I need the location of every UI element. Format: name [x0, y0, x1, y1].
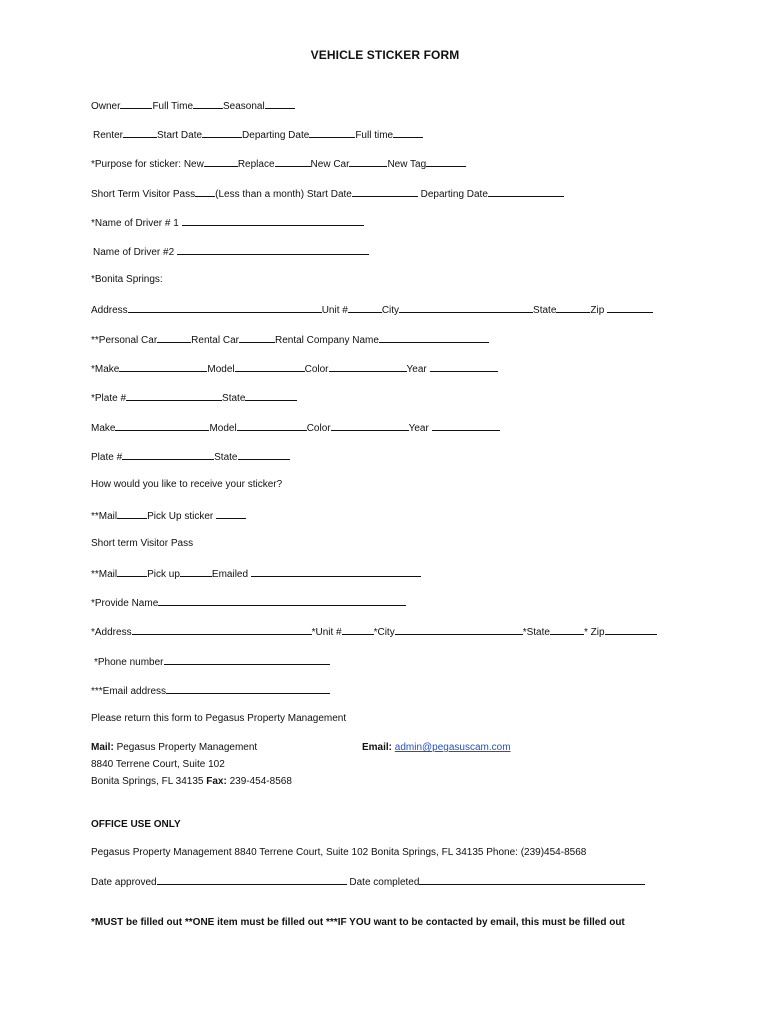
date-completed-label: Date completed	[349, 877, 420, 888]
new-tag-blank[interactable]	[426, 156, 466, 167]
color-label-1: Color	[304, 364, 329, 375]
provide-name-label: *Provide Name	[91, 598, 159, 609]
make-row-2	[91, 420, 500, 435]
mail-block-line3	[91, 775, 292, 788]
model-blank-1[interactable]	[235, 361, 305, 372]
fax-label: Fax:	[206, 776, 227, 787]
address-label: Address	[91, 305, 128, 316]
driver1-row	[91, 215, 364, 230]
address2-label: *Address	[91, 627, 132, 638]
fax-number: 239-454-8568	[229, 776, 292, 787]
model-label-2: Model	[209, 423, 237, 434]
mail-label: **Mail	[91, 511, 118, 522]
mail-block-label: Mail:	[91, 742, 114, 753]
plate-label-1: *Plate #	[91, 393, 127, 404]
full-time-blank-2[interactable]	[393, 127, 423, 138]
plate-blank-1[interactable]	[126, 390, 222, 401]
replace-blank[interactable]	[275, 156, 311, 167]
form-title: VEHICLE STICKER FORM	[310, 48, 460, 62]
state2-label: *State	[522, 627, 550, 638]
plate-state-blank-2[interactable]	[238, 449, 290, 460]
zip2-label: * Zip	[583, 627, 605, 638]
stv-heading: Short term Visitor Pass	[91, 538, 194, 549]
state-label: State	[533, 305, 557, 316]
new-blank[interactable]	[204, 156, 238, 167]
model-blank-2[interactable]	[237, 420, 307, 431]
color-blank-1[interactable]	[329, 361, 407, 372]
driver1-label: *Name of Driver # 1	[91, 218, 179, 229]
zip2-blank[interactable]	[605, 624, 657, 635]
city2-blank[interactable]	[395, 624, 523, 635]
return-instructions: Please return this form to Pegasus Property Management	[91, 713, 347, 724]
seasonal-blank[interactable]	[265, 98, 295, 109]
visitor-start-label: (Less than a month) Start Date	[215, 189, 352, 200]
departing-date-blank[interactable]	[309, 127, 355, 138]
purpose-new-label: *Purpose for sticker: New	[91, 159, 204, 170]
make-blank-1[interactable]	[119, 361, 207, 372]
owner-blank[interactable]	[120, 98, 152, 109]
owner-label: Owner	[91, 101, 121, 112]
footnote: *MUST be filled out **ONE item must be filled out ***IF YOU want to be contacted by email, this must be filled out	[91, 917, 625, 928]
personal-car-label: **Personal Car	[91, 335, 158, 346]
date-approved-blank[interactable]	[157, 874, 347, 885]
mail-block-line1	[91, 741, 257, 754]
rental-car-label: Rental Car	[191, 335, 239, 346]
email-address-label: ***Email address	[91, 686, 167, 697]
date-completed-blank[interactable]	[419, 874, 645, 885]
email-block	[362, 741, 511, 754]
unit-blank[interactable]	[348, 302, 382, 313]
driver2-row	[93, 244, 369, 259]
rental-company-blank[interactable]	[379, 332, 489, 343]
pickup-sticker-blank[interactable]	[216, 508, 246, 519]
visitor-pass-label: Short Term Visitor Pass	[91, 189, 196, 200]
visitor-departing-blank[interactable]	[488, 186, 564, 197]
year-label-2: Year	[408, 423, 429, 434]
rental-company-label: Rental Company Name	[274, 335, 379, 346]
stv-mail-label: **Mail	[91, 569, 118, 580]
new-car-blank[interactable]	[349, 156, 387, 167]
address2-blank[interactable]	[132, 624, 312, 635]
make-row-1	[91, 361, 498, 376]
email-block-label: Email:	[362, 742, 393, 753]
office-use-heading: OFFICE USE ONLY	[91, 819, 181, 830]
plate-state-label-2: State	[214, 452, 238, 463]
email-link[interactable]: admin@pegasuscam.com	[394, 742, 511, 753]
stv-emailed-blank[interactable]	[251, 566, 421, 577]
departing-date-label: Departing Date	[242, 130, 310, 141]
new-car-label: New Car	[310, 159, 350, 170]
car-row	[91, 332, 489, 347]
city-blank[interactable]	[399, 302, 533, 313]
year-label-1: Year	[406, 364, 427, 375]
stv-emailed-label: Emailed	[211, 569, 249, 580]
full-time-blank[interactable]	[193, 98, 223, 109]
provide-name-row	[91, 595, 406, 610]
receive-row	[91, 508, 246, 523]
visitor-row	[91, 186, 564, 201]
state2-blank[interactable]	[550, 624, 584, 635]
color-label-2: Color	[306, 423, 331, 434]
unit-label: Unit #	[321, 305, 348, 316]
receive-question: How would you like to receive your sticker?	[91, 479, 283, 490]
year-blank-2[interactable]	[432, 420, 500, 431]
date-approved-label: Date approved	[91, 877, 157, 888]
mail-blank[interactable]	[117, 508, 147, 519]
state-blank[interactable]	[556, 302, 590, 313]
stv-pickup-label: Pick up	[147, 569, 180, 580]
start-date-blank[interactable]	[202, 127, 242, 138]
visitor-departing-label: Departing Date	[420, 189, 488, 200]
renter-row	[93, 127, 423, 142]
stv-row	[91, 566, 421, 581]
purpose-row	[91, 156, 466, 171]
stv-pickup-blank[interactable]	[180, 566, 212, 577]
unit2-label: *Unit #	[311, 627, 342, 638]
mail-city: Bonita Springs, FL 34135	[91, 776, 204, 787]
phone-label: *Phone number	[94, 657, 164, 668]
model-label-1: Model	[207, 364, 235, 375]
phone-row	[94, 654, 330, 669]
full-time-label: Full Time	[152, 101, 194, 112]
owner-row	[91, 98, 295, 113]
zip-blank[interactable]	[607, 302, 653, 313]
year-blank-1[interactable]	[430, 361, 498, 372]
stv-mail-blank[interactable]	[117, 566, 147, 577]
phone-blank[interactable]	[164, 654, 330, 665]
mail-street: 8840 Terrene Court, Suite 102	[91, 759, 225, 770]
plate-row-2	[91, 449, 290, 464]
replace-label: Replace	[237, 159, 275, 170]
plate-state-blank-1[interactable]	[245, 390, 297, 401]
visitor-start-blank[interactable]	[352, 186, 418, 197]
seasonal-label: Seasonal	[223, 101, 265, 112]
visitor-pass-blank[interactable]	[195, 186, 215, 197]
make-label-1: *Make	[91, 364, 120, 375]
office-address: Pegasus Property Management 8840 Terrene Court, Suite 102 Bonita Springs, FL 34135 Phone: (239)454-8568	[91, 847, 587, 858]
city2-label: *City	[373, 627, 395, 638]
address2-row	[91, 624, 657, 639]
address-blank[interactable]	[128, 302, 322, 313]
date-row	[91, 874, 645, 889]
city-label: City	[381, 305, 400, 316]
unit2-blank[interactable]	[342, 624, 374, 635]
bonita-springs-label: *Bonita Springs:	[91, 274, 163, 285]
zip-label: Zip	[590, 305, 605, 316]
renter-label: Renter	[93, 130, 124, 141]
plate-row-1	[91, 390, 297, 405]
new-tag-label: New Tag	[387, 159, 427, 170]
make-label-2: Make	[91, 423, 116, 434]
address-row	[91, 302, 653, 317]
full-time-label-2: Full time	[355, 130, 394, 141]
color-blank-2[interactable]	[331, 420, 409, 431]
pickup-sticker-label: Pick Up sticker	[147, 511, 214, 522]
rental-car-blank[interactable]	[239, 332, 275, 343]
start-date-label: Start Date	[157, 130, 203, 141]
plate-blank-2[interactable]	[122, 449, 214, 460]
driver1-blank[interactable]	[182, 215, 364, 226]
renter-blank[interactable]	[123, 127, 157, 138]
driver2-blank[interactable]	[177, 244, 369, 255]
provide-name-blank[interactable]	[158, 595, 406, 606]
email-address-row	[91, 683, 330, 698]
plate-state-label-1: State	[222, 393, 246, 404]
plate-label-2: Plate #	[91, 452, 123, 463]
driver2-label: Name of Driver #2	[93, 247, 175, 258]
personal-car-blank[interactable]	[157, 332, 191, 343]
email-address-blank[interactable]	[166, 683, 330, 694]
make-blank-2[interactable]	[115, 420, 209, 431]
mail-company: Pegasus Property Management	[116, 742, 258, 753]
